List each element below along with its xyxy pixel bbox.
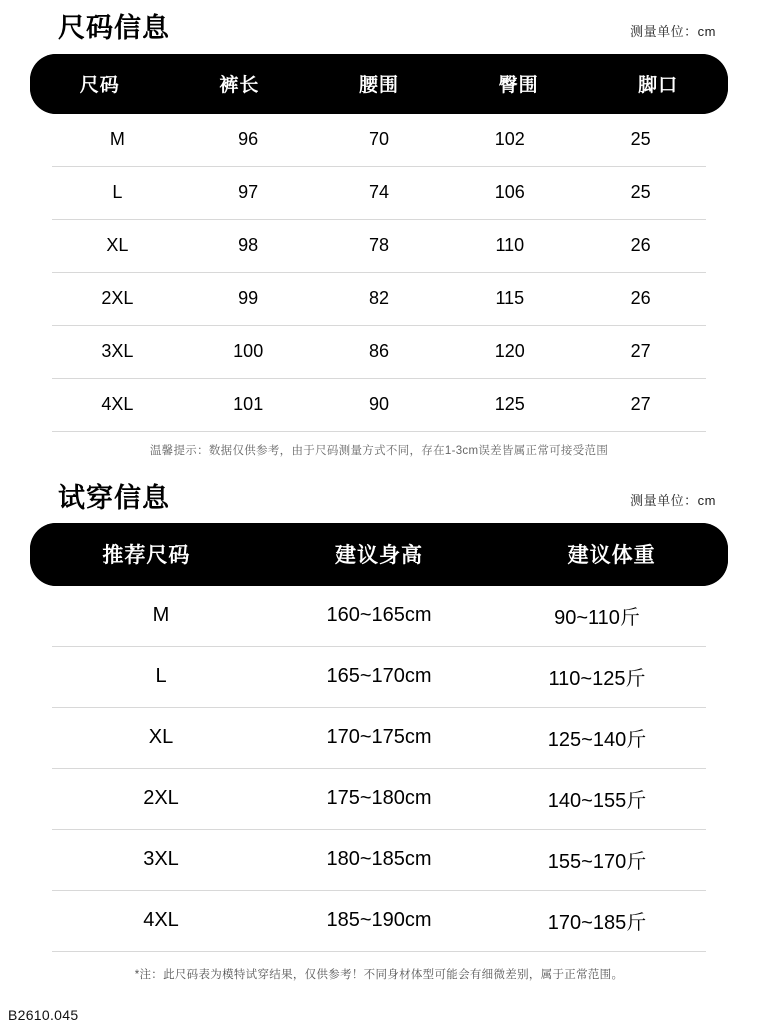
cell-recommended-size: L [52,647,270,708]
size-info-header [30,14,728,44]
table-row [52,830,706,891]
fit-table [52,586,706,952]
fit-col-recommended-size: 推荐尺码 [102,544,191,568]
cell-recommended-size: 4XL [52,891,270,952]
size-table-header-row [30,54,728,114]
size-chart-page [0,14,758,1029]
cell-recommended-size: 2XL [52,769,270,830]
cell-waist: 78 [314,219,445,272]
cell-recommended-size: M [52,586,270,647]
fit-table-body-wrap [30,586,728,952]
cell-hip: 120 [444,325,575,378]
cell-size: 4XL [52,378,183,431]
size-table [52,114,706,432]
cell-hip: 102 [444,114,575,167]
cell-size: 3XL [52,325,183,378]
cell-size: L [52,166,183,219]
fit-table-header-bar [30,523,728,586]
cell-recommended-size: XL [52,708,270,769]
fit-info-header [30,484,728,514]
table-row [52,114,706,167]
cell-leg-opening: 26 [575,272,706,325]
cell-leg-opening: 25 [575,166,706,219]
cell-hip: 106 [444,166,575,219]
cell-recommended-weight: 110~125斤 [488,647,706,708]
size-table-body-wrap [30,114,728,432]
table-row [52,586,706,647]
size-info-title: 尺码信息 [58,13,170,43]
table-row [52,378,706,431]
cell-recommended-weight: 90~110斤 [488,586,706,647]
cell-hip: 125 [444,378,575,431]
size-table-header-bar [30,54,728,114]
cell-leg-opening: 25 [575,114,706,167]
cell-leg-opening: 27 [575,325,706,378]
fit-info-title: 试穿信息 [58,482,170,513]
cell-waist: 86 [314,325,445,378]
table-row [52,272,706,325]
cell-recommended-height: 185~190cm [270,891,488,952]
cell-recommended-height: 175~180cm [270,769,488,830]
table-row [52,219,706,272]
table-row [52,891,706,952]
cell-recommended-height: 180~185cm [270,830,488,891]
cell-size: XL [52,219,183,272]
cell-recommended-size: 3XL [52,830,270,891]
cell-waist: 70 [314,114,445,167]
size-col-pant-length: 裤长 [219,74,260,96]
fit-table-header-row [30,523,728,586]
fit-info-section [30,484,728,983]
cell-pant-length: 101 [183,378,314,431]
cell-pant-length: 97 [183,166,314,219]
size-col-size: 尺码 [79,74,120,96]
cell-size: 2XL [52,272,183,325]
size-col-leg-opening: 脚口 [638,74,679,96]
size-col-waist: 腰围 [358,74,399,96]
table-row [52,166,706,219]
cell-size: M [52,114,183,167]
cell-recommended-weight: 125~140斤 [488,708,706,769]
fit-info-footnote: *注：此尺码表为模特试穿结果，仅供参考！不同身材体型可能会有细微差别，属于正常范围。 [134,969,624,982]
cell-waist: 90 [314,378,445,431]
cell-recommended-weight: 140~155斤 [488,769,706,830]
cell-pant-length: 100 [183,325,314,378]
cell-recommended-weight: 155~170斤 [488,830,706,891]
sku-code: B2610.045 [8,1007,79,1023]
table-row [52,708,706,769]
cell-pant-length: 96 [183,114,314,167]
fit-info-unit-note: 测量单位：cm [630,493,716,509]
cell-hip: 110 [444,219,575,272]
cell-recommended-height: 160~165cm [270,586,488,647]
size-info-section [30,14,728,458]
cell-recommended-weight: 170~185斤 [488,891,706,952]
fit-table-head [30,523,728,586]
cell-pant-length: 98 [183,219,314,272]
fit-col-recommended-height: 建议身高 [334,544,423,568]
table-row [52,647,706,708]
size-table-head [30,54,728,114]
size-col-hip: 臀围 [498,74,539,96]
cell-recommended-height: 165~170cm [270,647,488,708]
size-info-footnote: 温馨提示：数据仅供参考，由于尺码测量方式不同，存在1-3cm误差皆属正常可接受范围 [149,444,609,457]
cell-pant-length: 99 [183,272,314,325]
cell-recommended-height: 170~175cm [270,708,488,769]
cell-leg-opening: 27 [575,378,706,431]
fit-col-recommended-weight: 建议体重 [567,544,656,568]
cell-hip: 115 [444,272,575,325]
cell-leg-opening: 26 [575,219,706,272]
cell-waist: 82 [314,272,445,325]
size-info-unit-note: 测量单位：cm [630,23,716,39]
table-row [52,769,706,830]
table-row [52,325,706,378]
cell-waist: 74 [314,166,445,219]
